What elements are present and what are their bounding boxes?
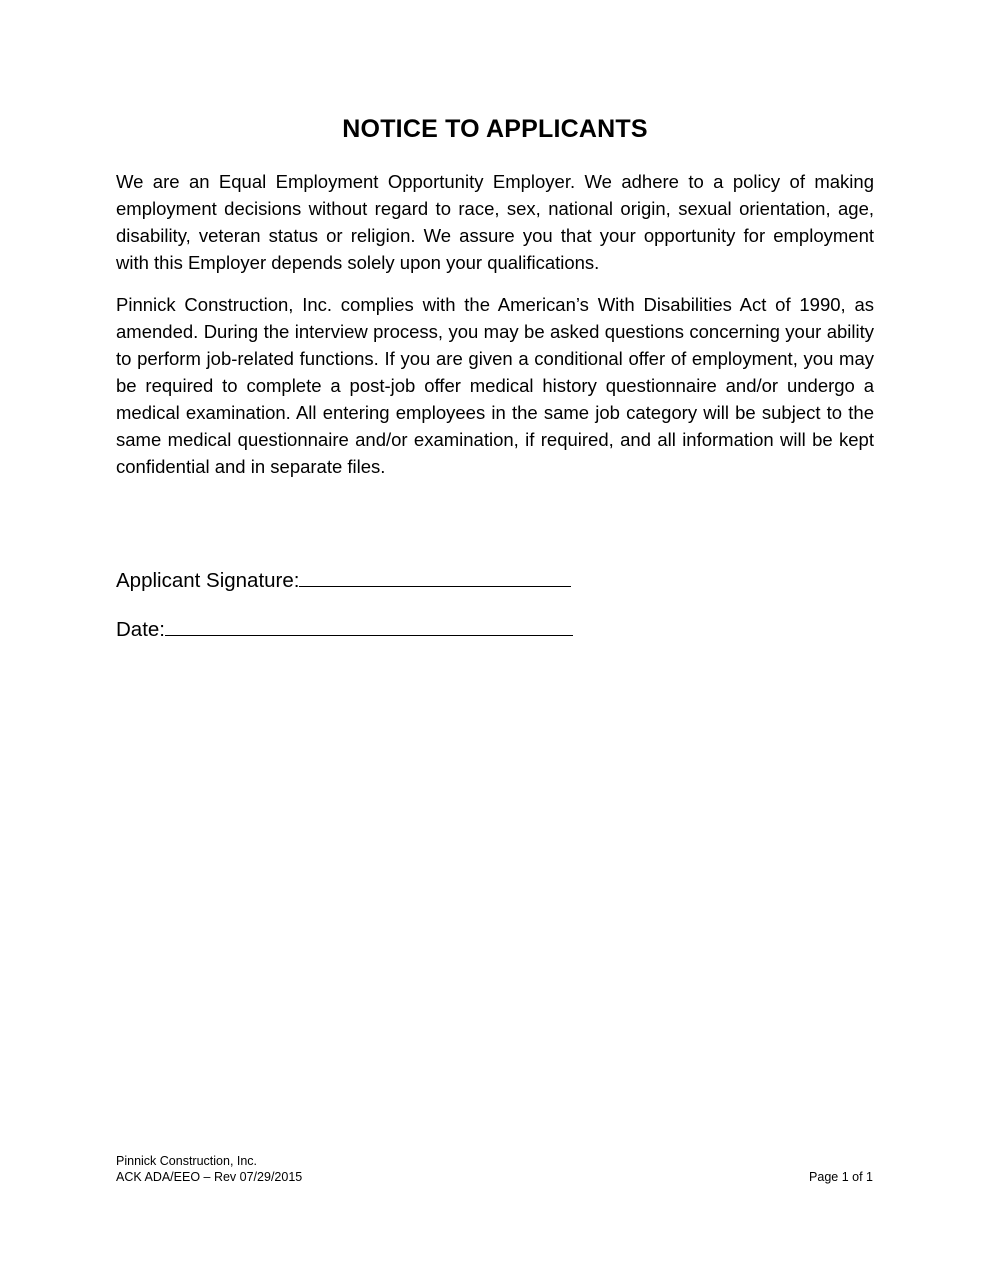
- date-field[interactable]: [165, 617, 573, 636]
- applicant-signature-field[interactable]: [299, 568, 571, 587]
- ada-compliance-paragraph: Pinnick Construction, Inc. complies with the American’s With Disabilities Act of 1990, as amended. During the interview process, you may be asked questions concerning your ability to perform job-related functions. If you are given a conditional offer of employment, you may be required to complete a post-job offer medical history questionnaire and/or undergo a medical examination. All entering employees in the same job category will be subject to the same medical questionnaire and/or examination, if required, and all information will be kept confidential and in separate files.: [116, 294, 874, 477]
- applicant-signature-row: [116, 568, 571, 593]
- date-row: [116, 617, 573, 642]
- eeo-policy-paragraph: We are an Equal Employment Opportunity Employer. We adhere to a policy of making employment decisions without regard to race, sex, national origin, sexual orientation, age, disability, veteran status or religion. We assure you that your opportunity for employment with this Employer depends solely upon your qualifications.: [116, 171, 874, 273]
- date-label: Date:: [116, 618, 165, 641]
- footer-page-number: Page 1 of 1: [809, 1170, 873, 1184]
- page-title: NOTICE TO APPLICANTS: [342, 115, 648, 143]
- applicant-signature-label: Applicant Signature:: [116, 569, 300, 592]
- footer-revision: ACK ADA/EEO – Rev 07/29/2015: [116, 1170, 303, 1184]
- footer-company: Pinnick Construction, Inc.: [116, 1154, 258, 1168]
